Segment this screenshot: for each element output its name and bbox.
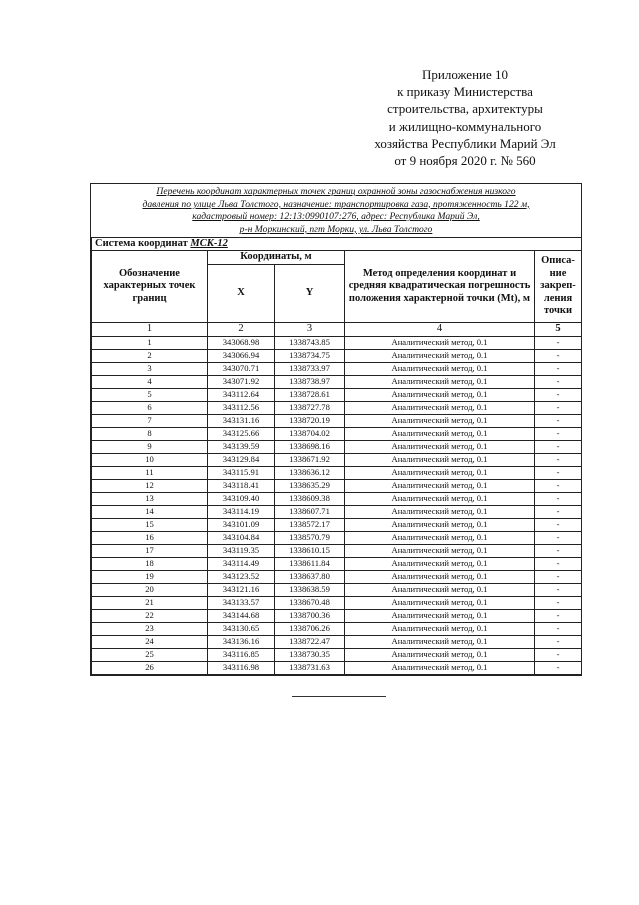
desc-cell: - <box>535 362 582 375</box>
desc-cell: - <box>535 557 582 570</box>
point-number-cell: 17 <box>92 544 208 557</box>
point-number-cell: 2 <box>92 349 208 362</box>
point-number-cell: 11 <box>92 466 208 479</box>
method-cell: Аналитический метод, 0.1 <box>345 596 535 609</box>
point-number-cell: 3 <box>92 362 208 375</box>
table-row <box>92 661 582 674</box>
coordinate-system-value: МСК-12 <box>190 238 228 250</box>
y-cell: 1338728.61 <box>275 388 345 401</box>
table-row <box>92 492 582 505</box>
x-cell: 343068.98 <box>208 336 275 349</box>
x-cell: 343066.94 <box>208 349 275 362</box>
y-cell: 1338611.84 <box>275 557 345 570</box>
point-number-cell: 10 <box>92 453 208 466</box>
point-number-cell: 13 <box>92 492 208 505</box>
x-cell: 343121.16 <box>208 583 275 596</box>
desc-cell: - <box>535 388 582 401</box>
x-cell: 343139.59 <box>208 440 275 453</box>
x-cell: 343112.56 <box>208 401 275 414</box>
desc-cell: - <box>535 414 582 427</box>
desc-cell: - <box>535 401 582 414</box>
point-number-cell: 20 <box>92 583 208 596</box>
y-cell: 1338730.35 <box>275 648 345 661</box>
coordinates-table <box>91 237 582 675</box>
y-cell: 1338638.59 <box>275 583 345 596</box>
x-cell: 343101.09 <box>208 518 275 531</box>
table-row <box>92 622 582 635</box>
table-row <box>92 427 582 440</box>
point-number-cell: 16 <box>92 531 208 544</box>
point-number-cell: 15 <box>92 518 208 531</box>
table-row <box>92 362 582 375</box>
method-cell: Аналитический метод, 0.1 <box>345 531 535 544</box>
x-cell: 343115.91 <box>208 466 275 479</box>
desc-cell: - <box>535 375 582 388</box>
table-row <box>92 388 582 401</box>
method-cell: Аналитический метод, 0.1 <box>345 479 535 492</box>
desc-cell: - <box>535 544 582 557</box>
y-cell: 1338670.48 <box>275 596 345 609</box>
header-line: Приложение 10 <box>421 67 509 82</box>
point-number-cell: 26 <box>92 661 208 674</box>
y-cell: 1338722.47 <box>275 635 345 648</box>
table-row <box>92 518 582 531</box>
method-header: Метод определения координат и средняя квадратическая погрешность положения характерной точки (Mt), м <box>345 251 535 323</box>
table-row <box>92 596 582 609</box>
table-row <box>92 349 582 362</box>
y-cell: 1338635.29 <box>275 479 345 492</box>
y-cell: 1338720.19 <box>275 414 345 427</box>
coordinates-document <box>90 183 582 676</box>
y-cell: 1338738.97 <box>275 375 345 388</box>
table-row <box>92 414 582 427</box>
method-cell: Аналитический метод, 0.1 <box>345 388 535 401</box>
desc-cell: - <box>535 583 582 596</box>
method-cell: Аналитический метод, 0.1 <box>345 661 535 674</box>
order-header <box>330 66 600 169</box>
y-cell: 1338607.71 <box>275 505 345 518</box>
desc-cell: - <box>535 466 582 479</box>
table-row <box>92 570 582 583</box>
column-number-row <box>92 322 582 336</box>
point-number-cell: 22 <box>92 609 208 622</box>
y-cell: 1338698.16 <box>275 440 345 453</box>
desc-cell: - <box>535 609 582 622</box>
method-cell: Аналитический метод, 0.1 <box>345 453 535 466</box>
point-number-cell: 25 <box>92 648 208 661</box>
method-cell: Аналитический метод, 0.1 <box>345 401 535 414</box>
method-cell: Аналитический метод, 0.1 <box>345 648 535 661</box>
title-line: р-н Моркинский, пгт Морки, ул. Льва Толстого <box>239 223 433 235</box>
method-cell: Аналитический метод, 0.1 <box>345 336 535 349</box>
point-number-cell: 6 <box>92 401 208 414</box>
point-number-cell: 12 <box>92 479 208 492</box>
x-cell: 343133.57 <box>208 596 275 609</box>
x-cell: 343116.98 <box>208 661 275 674</box>
x-cell: 343123.52 <box>208 570 275 583</box>
desc-cell: - <box>535 531 582 544</box>
column-number: 2 <box>208 322 275 336</box>
table-row <box>92 401 582 414</box>
x-cell: 343118.41 <box>208 479 275 492</box>
x-cell: 343131.16 <box>208 414 275 427</box>
table-row <box>92 544 582 557</box>
desc-cell: - <box>535 440 582 453</box>
table-row <box>92 375 582 388</box>
table-row <box>92 453 582 466</box>
title-line: давления по улице Льва Толстого, назначение: транспортировка газа, протяженность 122 м, <box>142 198 530 210</box>
x-cell: 343125.66 <box>208 427 275 440</box>
point-number-cell: 24 <box>92 635 208 648</box>
point-number-cell: 4 <box>92 375 208 388</box>
desc-header: Описа- ние закреп- ления точки <box>535 251 582 323</box>
method-cell: Аналитический метод, 0.1 <box>345 518 535 531</box>
y-cell: 1338637.80 <box>275 570 345 583</box>
method-cell: Аналитический метод, 0.1 <box>345 492 535 505</box>
coordinate-system-row <box>92 238 582 251</box>
point-number-cell: 5 <box>92 388 208 401</box>
table-row <box>92 505 582 518</box>
desc-cell: - <box>535 349 582 362</box>
x-header: X <box>208 264 275 322</box>
y-cell: 1338727.78 <box>275 401 345 414</box>
y-cell: 1338609.38 <box>275 492 345 505</box>
x-cell: 343071.92 <box>208 375 275 388</box>
method-cell: Аналитический метод, 0.1 <box>345 440 535 453</box>
y-cell: 1338671.92 <box>275 453 345 466</box>
header-row <box>92 251 582 265</box>
desc-cell: - <box>535 505 582 518</box>
header-line: хозяйства Республики Марий Эл <box>374 135 556 151</box>
method-cell: Аналитический метод, 0.1 <box>345 609 535 622</box>
x-cell: 343116.85 <box>208 648 275 661</box>
x-cell: 343136.16 <box>208 635 275 648</box>
table-row <box>92 557 582 570</box>
y-cell: 1338636.12 <box>275 466 345 479</box>
desc-cell: - <box>535 479 582 492</box>
x-cell: 343144.68 <box>208 609 275 622</box>
point-number-cell: 14 <box>92 505 208 518</box>
desc-cell: - <box>535 427 582 440</box>
signature-line <box>292 696 386 697</box>
table-row <box>92 531 582 544</box>
table-row <box>92 583 582 596</box>
method-cell: Аналитический метод, 0.1 <box>345 362 535 375</box>
column-number: 4 <box>345 322 535 336</box>
method-cell: Аналитический метод, 0.1 <box>345 414 535 427</box>
x-cell: 343109.40 <box>208 492 275 505</box>
header-line: от 9 ноября 2020 г. № 560 <box>394 153 536 169</box>
table-row <box>92 440 582 453</box>
method-cell: Аналитический метод, 0.1 <box>345 570 535 583</box>
point-number-cell: 8 <box>92 427 208 440</box>
table-row <box>92 635 582 648</box>
x-cell: 343112.64 <box>208 388 275 401</box>
header-line: строительства, архитектуры <box>387 101 543 117</box>
y-header: Y <box>275 264 345 322</box>
column-number: 1 <box>92 322 208 336</box>
table-body <box>92 336 582 674</box>
table-row <box>92 336 582 349</box>
point-number-cell: 7 <box>92 414 208 427</box>
x-cell: 343129.84 <box>208 453 275 466</box>
y-cell: 1338743.85 <box>275 336 345 349</box>
x-cell: 343114.19 <box>208 505 275 518</box>
title-line: Перечень координат характерных точек границ охранной зоны газоснабжения низкого <box>156 186 516 197</box>
point-number-cell: 9 <box>92 440 208 453</box>
method-cell: Аналитический метод, 0.1 <box>345 622 535 635</box>
y-cell: 1338731.63 <box>275 661 345 674</box>
desc-cell: - <box>535 518 582 531</box>
y-cell: 1338572.17 <box>275 518 345 531</box>
method-cell: Аналитический метод, 0.1 <box>345 557 535 570</box>
y-cell: 1338570.79 <box>275 531 345 544</box>
method-cell: Аналитический метод, 0.1 <box>345 375 535 388</box>
title-line: кадастровый номер: 12:13:0990107:276, адрес: Республика Марий Эл, <box>192 211 480 223</box>
desc-cell: - <box>535 453 582 466</box>
desc-cell: - <box>535 570 582 583</box>
column-number: 5 <box>535 322 582 336</box>
point-number-cell: 21 <box>92 596 208 609</box>
method-cell: Аналитический метод, 0.1 <box>345 544 535 557</box>
y-cell: 1338734.75 <box>275 349 345 362</box>
point-number-cell: 18 <box>92 557 208 570</box>
method-cell: Аналитический метод, 0.1 <box>345 635 535 648</box>
header-line: к приказу Министерства <box>397 84 533 100</box>
table-row <box>92 466 582 479</box>
x-cell: 343070.71 <box>208 362 275 375</box>
method-cell: Аналитический метод, 0.1 <box>345 427 535 440</box>
table-row <box>92 648 582 661</box>
desc-cell: - <box>535 661 582 674</box>
point-number-cell: 19 <box>92 570 208 583</box>
table-row <box>92 609 582 622</box>
coords-header: Координаты, м <box>208 251 345 265</box>
y-cell: 1338706.26 <box>275 622 345 635</box>
method-cell: Аналитический метод, 0.1 <box>345 583 535 596</box>
table-row <box>92 479 582 492</box>
point-header: Обозначение характерных точек границ <box>92 251 208 323</box>
method-cell: Аналитический метод, 0.1 <box>345 349 535 362</box>
y-cell: 1338704.02 <box>275 427 345 440</box>
desc-cell: - <box>535 336 582 349</box>
y-cell: 1338700.36 <box>275 609 345 622</box>
point-number-cell: 1 <box>92 336 208 349</box>
point-number-cell: 23 <box>92 622 208 635</box>
desc-cell: - <box>535 648 582 661</box>
x-cell: 343104.84 <box>208 531 275 544</box>
header-line: и жилищно-коммунального <box>388 118 542 134</box>
x-cell: 343130.65 <box>208 622 275 635</box>
desc-cell: - <box>535 635 582 648</box>
desc-cell: - <box>535 492 582 505</box>
x-cell: 343114.49 <box>208 557 275 570</box>
method-cell: Аналитический метод, 0.1 <box>345 466 535 479</box>
y-cell: 1338610.15 <box>275 544 345 557</box>
document-title <box>91 184 581 237</box>
y-cell: 1338733.97 <box>275 362 345 375</box>
x-cell: 343119.35 <box>208 544 275 557</box>
desc-cell: - <box>535 622 582 635</box>
method-cell: Аналитический метод, 0.1 <box>345 505 535 518</box>
column-number: 3 <box>275 322 345 336</box>
desc-cell: - <box>535 596 582 609</box>
coordinate-system-label: Система координат <box>95 238 188 250</box>
